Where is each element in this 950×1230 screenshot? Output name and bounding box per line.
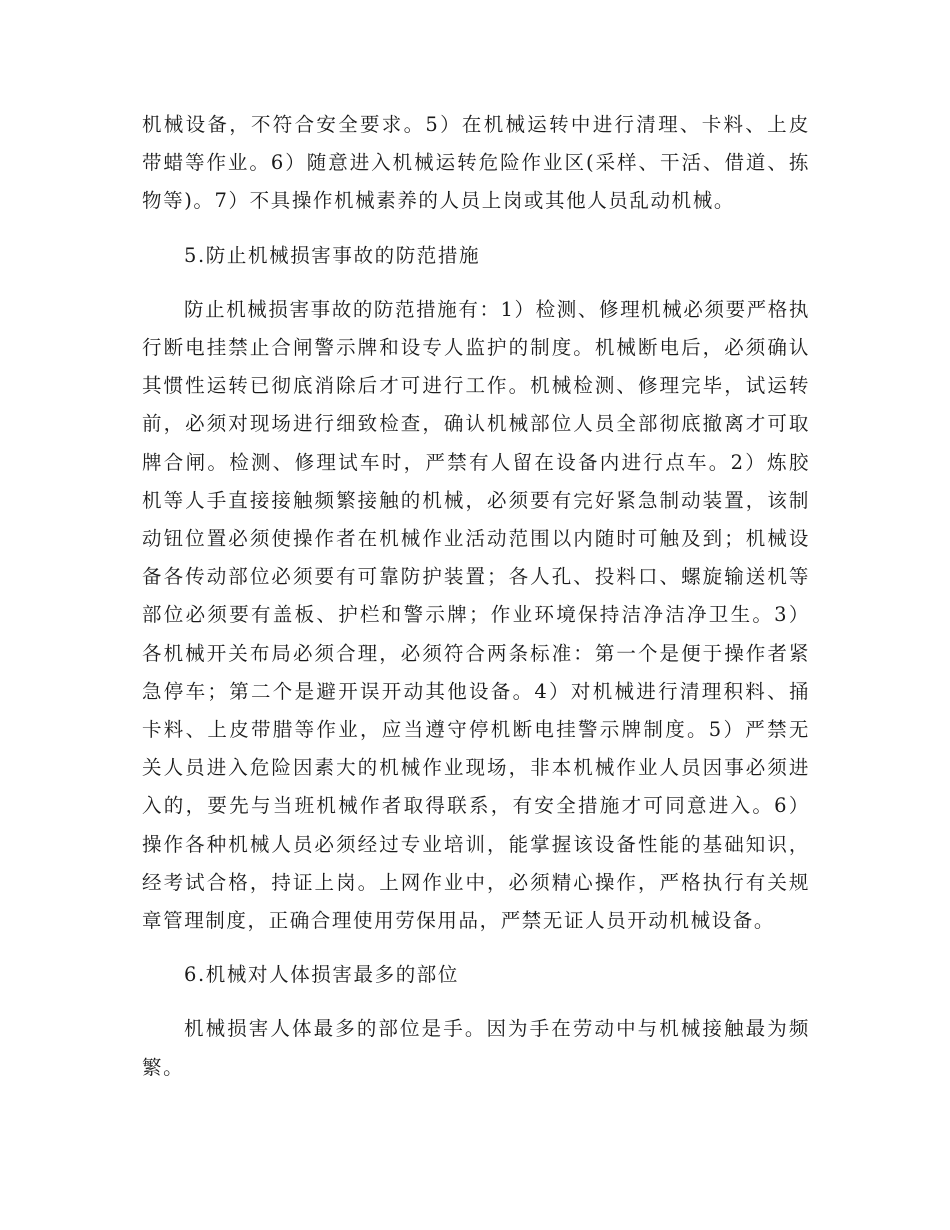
paragraph-continuation: 机械设备，不符合安全要求。5）在机械运转中进行清理、卡料、上皮带蜡等作业。6）随意进入机械运转危险作业区(采样、干活、借道、拣物等)。7）不具操作机械素养的人员上岗或其他人员乱动机械。 <box>142 113 810 213</box>
paragraph-prevention-measures: 防止机械损害事故的防范措施有：1）检测、修理机械必须要严格执行断电挂禁止合闸警示牌和设专人监护的制度。机械断电后，必须确认其惯性运转已彻底消除后才可进行工作。机械检测、修理完毕，试运转前，必须对现场进行细致检查，确认机械部位人员全部彻底撤离才可取牌合闸。检测、修理试车时，严禁有人留在设备内进行点车。2）炼胶机等人手直接接触频繁接触的机械，必须要有完好紧急制动装置，该制动钮位置必须使操作者在机械作业活动范围以内随时可触及到；机械设备各传动部位必须要有可靠防护装置；各人孔、投料口、螺旋输送机等部位必须要有盖板、护栏和警示牌；作业环境保持洁净洁净卫生。3）各机械开关布局必须合理，必须符合两条标准：第一个是便于操作者紧急停车；第二个是避开误开动其他设备。4）对机械进行清理积料、捅卡料、上皮带腊等作业，应当遵守停机断电挂警示牌制度。5）严禁无关人员进入危险因素大的机械作业现场，非本机械作业人员因事必须进入的，要先与当班机械作者取得联系，有安全措施才可同意进入。6）操作各种机械人员必须经过专业培训，能掌握该设备性能的基础知识，经考试合格，持证上岗。上网作业中，必须精心操作，严格执行有关规章管理制度，正确合理使用劳保用品，严禁无证人员开动机械设备。 <box>142 297 810 933</box>
section-heading-5: 5.防止机械损害事故的防范措施 <box>184 243 481 267</box>
document-body <box>142 106 810 1103</box>
paragraph-body-part: 机械损害人体最多的部位是手。因为手在劳动中与机械接触最为频繁。 <box>142 1017 810 1079</box>
section-heading-6: 6.机械对人体损害最多的部位 <box>184 963 460 987</box>
